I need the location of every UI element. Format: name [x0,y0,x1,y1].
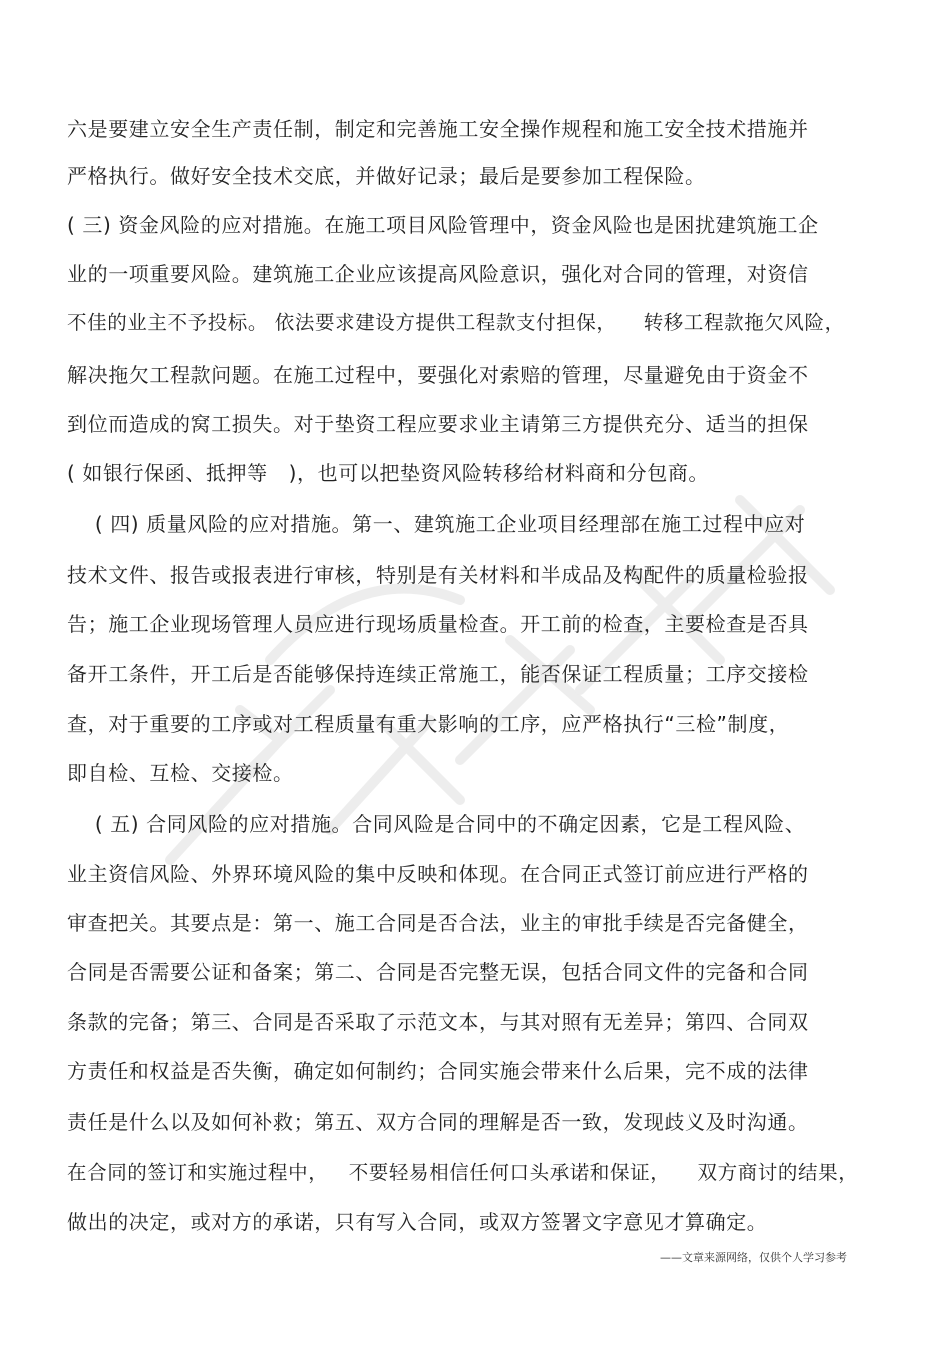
paragraph-line: 合同是否需要公证和备案；第二、合同是否完整无误，包括合同文件的完备和合同 [67,960,809,984]
paragraph-line: ( 三) 资金风险的应对措施。在施工项目风险管理中，资金风险也是困扰建筑施工企 [67,213,819,237]
paragraph-line: 技术文件、报告或报表进行审核，特别是有关材料和半成品及构配件的质量检验报 [67,563,809,587]
paragraph-line: 业的一项重要风险。建筑施工企业应该提高风险意识，强化对合同的管理，对资信 [67,262,809,286]
paragraph-line: ( 如银行保函、抵押等 )，也可以把垫资风险转移给材料商和分包商。 [67,461,710,485]
paragraph-line: 备开工条件，开工后是否能够保持连续正常施工，能否保证工程质量；工序交接检 [67,662,809,686]
source-footnote: ——文章来源网络，仅供个人学习参考 [660,1251,847,1264]
paragraph-line: ( 四) 质量风险的应对措施。第一、建筑施工企业项目经理部在施工过程中应对 [67,512,806,536]
paragraph-line: 做出的决定，或对方的承诺，只有写入合同，或双方签署文字意见才算确定。 [67,1210,768,1234]
paragraph-line: 审查把关。其要点是：第一、施工合同是否合法，业主的审批手续是否完备健全， [67,911,809,935]
paragraph-line: 在合同的签订和实施过程中， 不要轻易相信任何口头承诺和保证， 双方商讨的结果， [67,1161,859,1184]
paragraph-line: ( 五) 合同风险的应对措施。合同风险是合同中的不确定因素，它是工程风险、 [67,812,806,836]
paragraph-line: 告；施工企业现场管理人员应进行现场质量检查。开工前的检查，主要检查是否具 [67,612,809,636]
paragraph-line: 即自检、互检、交接检。 [67,761,294,785]
paragraph-line: 业主资信风险、外界环境风险的集中反映和体现。在合同正式签订前应进行严格的 [67,862,809,886]
paragraph-line: 解决拖欠工程款问题。在施工过程中，要强化对索赔的管理，尽量避免由于资金不 [67,363,809,387]
paragraph-line: 不佳的业主不予投标。 依法要求建设方提供工程款支付担保， 转移工程款拖欠风险， [67,311,845,334]
paragraph-line: 条款的完备；第三、合同是否采取了示范文本，与其对照有无差异；第四、合同双 [67,1010,809,1034]
paragraph-line: 严格执行。做好安全技术交底，并做好记录；最后是要参加工程保险。 [67,164,706,188]
paragraph-line: 责任是什么以及如何补救；第五、双方合同的理解是否一致，发现歧义及时沟通。 [67,1110,809,1134]
paragraph-line: 六是要建立安全生产责任制，制定和完善施工安全操作规程和施工安全技术措施并 [67,117,809,141]
paragraph-line: 查，对于重要的工序或对工程质量有重大影响的工序，应严格执行“三检”制度， [67,712,790,736]
paragraph-line: 到位而造成的窝工损失。对于垫资工程应要求业主请第三方提供充分、适当的担保 [67,412,809,436]
paragraph-line: 方责任和权益是否失衡，确定如何制约；合同实施会带来什么后果，完不成的法律 [67,1059,809,1083]
